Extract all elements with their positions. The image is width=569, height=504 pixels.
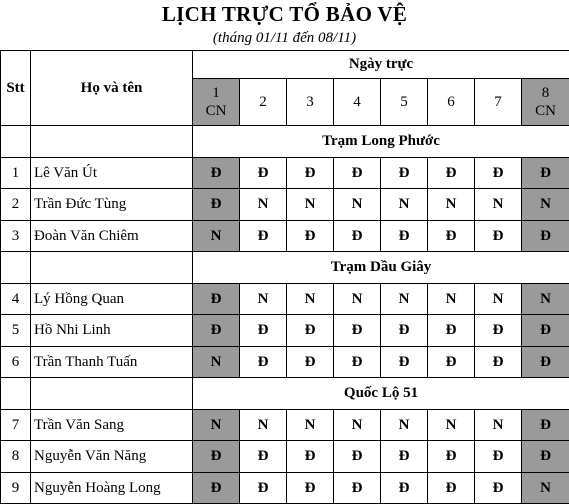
duty-cell: N — [428, 284, 475, 315]
day-number: 6 — [428, 93, 474, 111]
duty-cell: Đ — [193, 315, 240, 347]
group-title: Trạm Long Phước — [193, 126, 569, 158]
duty-cell: Đ — [334, 315, 381, 347]
duty-cell: Đ — [193, 441, 240, 473]
duty-cell: Đ — [428, 158, 475, 189]
duty-cell: Đ — [381, 441, 428, 473]
table-row — [1, 158, 569, 189]
duty-cell: Đ — [381, 473, 428, 504]
duty-cell: Đ — [475, 158, 522, 189]
duty-cell: Đ — [522, 441, 569, 473]
duty-cell: Đ — [428, 473, 475, 504]
day-header-3 — [287, 79, 334, 126]
day-header-6 — [428, 79, 475, 126]
row-stt: 2 — [1, 189, 31, 221]
group-empty-name — [31, 126, 193, 158]
day-number: 5 — [381, 93, 427, 111]
duty-cell: Đ — [240, 347, 287, 378]
duty-cell: N — [287, 189, 334, 221]
duty-cell: N — [334, 189, 381, 221]
duty-cell: Đ — [334, 473, 381, 504]
day-number: 8 — [522, 84, 569, 102]
duty-cell: Đ — [428, 315, 475, 347]
duty-cell: Đ — [287, 473, 334, 504]
duty-cell: N — [381, 410, 428, 441]
row-name: Nguyễn Hoàng Long — [31, 473, 193, 504]
row-stt: 8 — [1, 441, 31, 473]
duty-cell: N — [240, 410, 287, 441]
duty-cell: Đ — [428, 221, 475, 252]
duty-cell: Đ — [193, 284, 240, 315]
day-number: 2 — [240, 93, 286, 111]
duty-cell: Đ — [381, 158, 428, 189]
group-empty-stt — [1, 378, 31, 410]
row-stt: 5 — [1, 315, 31, 347]
duty-cell: Đ — [240, 158, 287, 189]
header-days-group: Ngày trực — [193, 51, 569, 79]
duty-cell: N — [522, 284, 569, 315]
duty-cell: Đ — [193, 189, 240, 221]
group-row — [1, 252, 569, 284]
day-header-4 — [334, 79, 381, 126]
duty-cell: N — [522, 473, 569, 504]
duty-cell: Đ — [522, 158, 569, 189]
duty-cell: Đ — [475, 315, 522, 347]
table-row — [1, 347, 569, 378]
row-name: Trần Văn Sang — [31, 410, 193, 441]
day-header-5 — [381, 79, 428, 126]
row-name: Hồ Nhi Linh — [31, 315, 193, 347]
row-stt: 1 — [1, 158, 31, 189]
row-stt: 6 — [1, 347, 31, 378]
day-note: CN — [193, 102, 239, 120]
duty-cell: N — [475, 189, 522, 221]
duty-cell: Đ — [475, 347, 522, 378]
duty-cell: Đ — [381, 347, 428, 378]
duty-cell: Đ — [193, 158, 240, 189]
table-row — [1, 315, 569, 347]
day-header-8 — [522, 79, 569, 126]
duty-cell: N — [287, 410, 334, 441]
duty-cell: N — [240, 189, 287, 221]
header-row-top — [1, 51, 569, 79]
day-number: 1 — [193, 84, 239, 102]
duty-cell: N — [334, 284, 381, 315]
duty-cell: Đ — [381, 315, 428, 347]
duty-cell: Đ — [287, 221, 334, 252]
duty-cell: N — [475, 410, 522, 441]
page-subtitle: (tháng 01/11 đến 08/11) — [0, 30, 569, 47]
header-stt: Stt — [1, 51, 31, 126]
header-name: Họ và tên — [31, 51, 193, 126]
duty-cell: N — [381, 284, 428, 315]
group-empty-name — [31, 378, 193, 410]
row-stt: 4 — [1, 284, 31, 315]
day-number: 4 — [334, 93, 380, 111]
page-title: LỊCH TRỰC TỔ BẢO VỆ — [0, 2, 569, 27]
row-name: Trần Đức Tùng — [31, 189, 193, 221]
duty-cell: Đ — [428, 347, 475, 378]
duty-cell: N — [428, 410, 475, 441]
group-row — [1, 378, 569, 410]
row-name: Lý Hồng Quan — [31, 284, 193, 315]
duty-cell: Đ — [522, 221, 569, 252]
duty-cell: N — [193, 410, 240, 441]
row-stt: 7 — [1, 410, 31, 441]
duty-cell: Đ — [475, 221, 522, 252]
duty-cell: Đ — [475, 441, 522, 473]
day-header-1 — [193, 79, 240, 126]
duty-cell: N — [428, 189, 475, 221]
duty-cell: Đ — [381, 221, 428, 252]
duty-cell: Đ — [287, 158, 334, 189]
duty-cell: Đ — [522, 315, 569, 347]
duty-cell: N — [193, 347, 240, 378]
group-title: Trạm Dầu Giây — [193, 252, 569, 284]
duty-cell: Đ — [240, 221, 287, 252]
table-row — [1, 221, 569, 252]
day-header-2 — [240, 79, 287, 126]
duty-cell: Đ — [522, 410, 569, 441]
day-number: 7 — [475, 93, 521, 111]
duty-cell: Đ — [240, 473, 287, 504]
duty-cell: N — [287, 284, 334, 315]
table-row — [1, 284, 569, 315]
duty-cell: N — [334, 410, 381, 441]
table-row — [1, 441, 569, 473]
row-stt: 3 — [1, 221, 31, 252]
duty-schedule-table — [0, 50, 569, 504]
row-name: Đoàn Văn Chiêm — [31, 221, 193, 252]
duty-cell: N — [193, 221, 240, 252]
duty-cell: Đ — [287, 347, 334, 378]
duty-cell: Đ — [522, 347, 569, 378]
table-row — [1, 189, 569, 221]
group-row — [1, 126, 569, 158]
duty-cell: Đ — [475, 473, 522, 504]
row-name: Lê Văn Út — [31, 158, 193, 189]
table-body — [1, 51, 569, 504]
duty-cell: Đ — [334, 347, 381, 378]
day-note: CN — [522, 102, 569, 120]
duty-cell: Đ — [193, 473, 240, 504]
duty-cell: Đ — [428, 441, 475, 473]
duty-cell: N — [240, 284, 287, 315]
duty-cell: Đ — [240, 315, 287, 347]
duty-cell: Đ — [334, 158, 381, 189]
duty-cell: Đ — [287, 441, 334, 473]
duty-cell: N — [522, 189, 569, 221]
duty-cell: Đ — [287, 315, 334, 347]
group-empty-name — [31, 252, 193, 284]
row-name: Trần Thanh Tuấn — [31, 347, 193, 378]
duty-cell: N — [475, 284, 522, 315]
row-stt: 9 — [1, 473, 31, 504]
day-number: 3 — [287, 93, 333, 111]
table-row — [1, 410, 569, 441]
group-empty-stt — [1, 126, 31, 158]
duty-cell: Đ — [334, 221, 381, 252]
table-row — [1, 473, 569, 504]
day-header-7 — [475, 79, 522, 126]
group-title: Quốc Lộ 51 — [193, 378, 569, 410]
group-empty-stt — [1, 252, 31, 284]
row-name: Nguyễn Văn Năng — [31, 441, 193, 473]
duty-cell: N — [381, 189, 428, 221]
duty-cell: Đ — [240, 441, 287, 473]
duty-cell: Đ — [334, 441, 381, 473]
